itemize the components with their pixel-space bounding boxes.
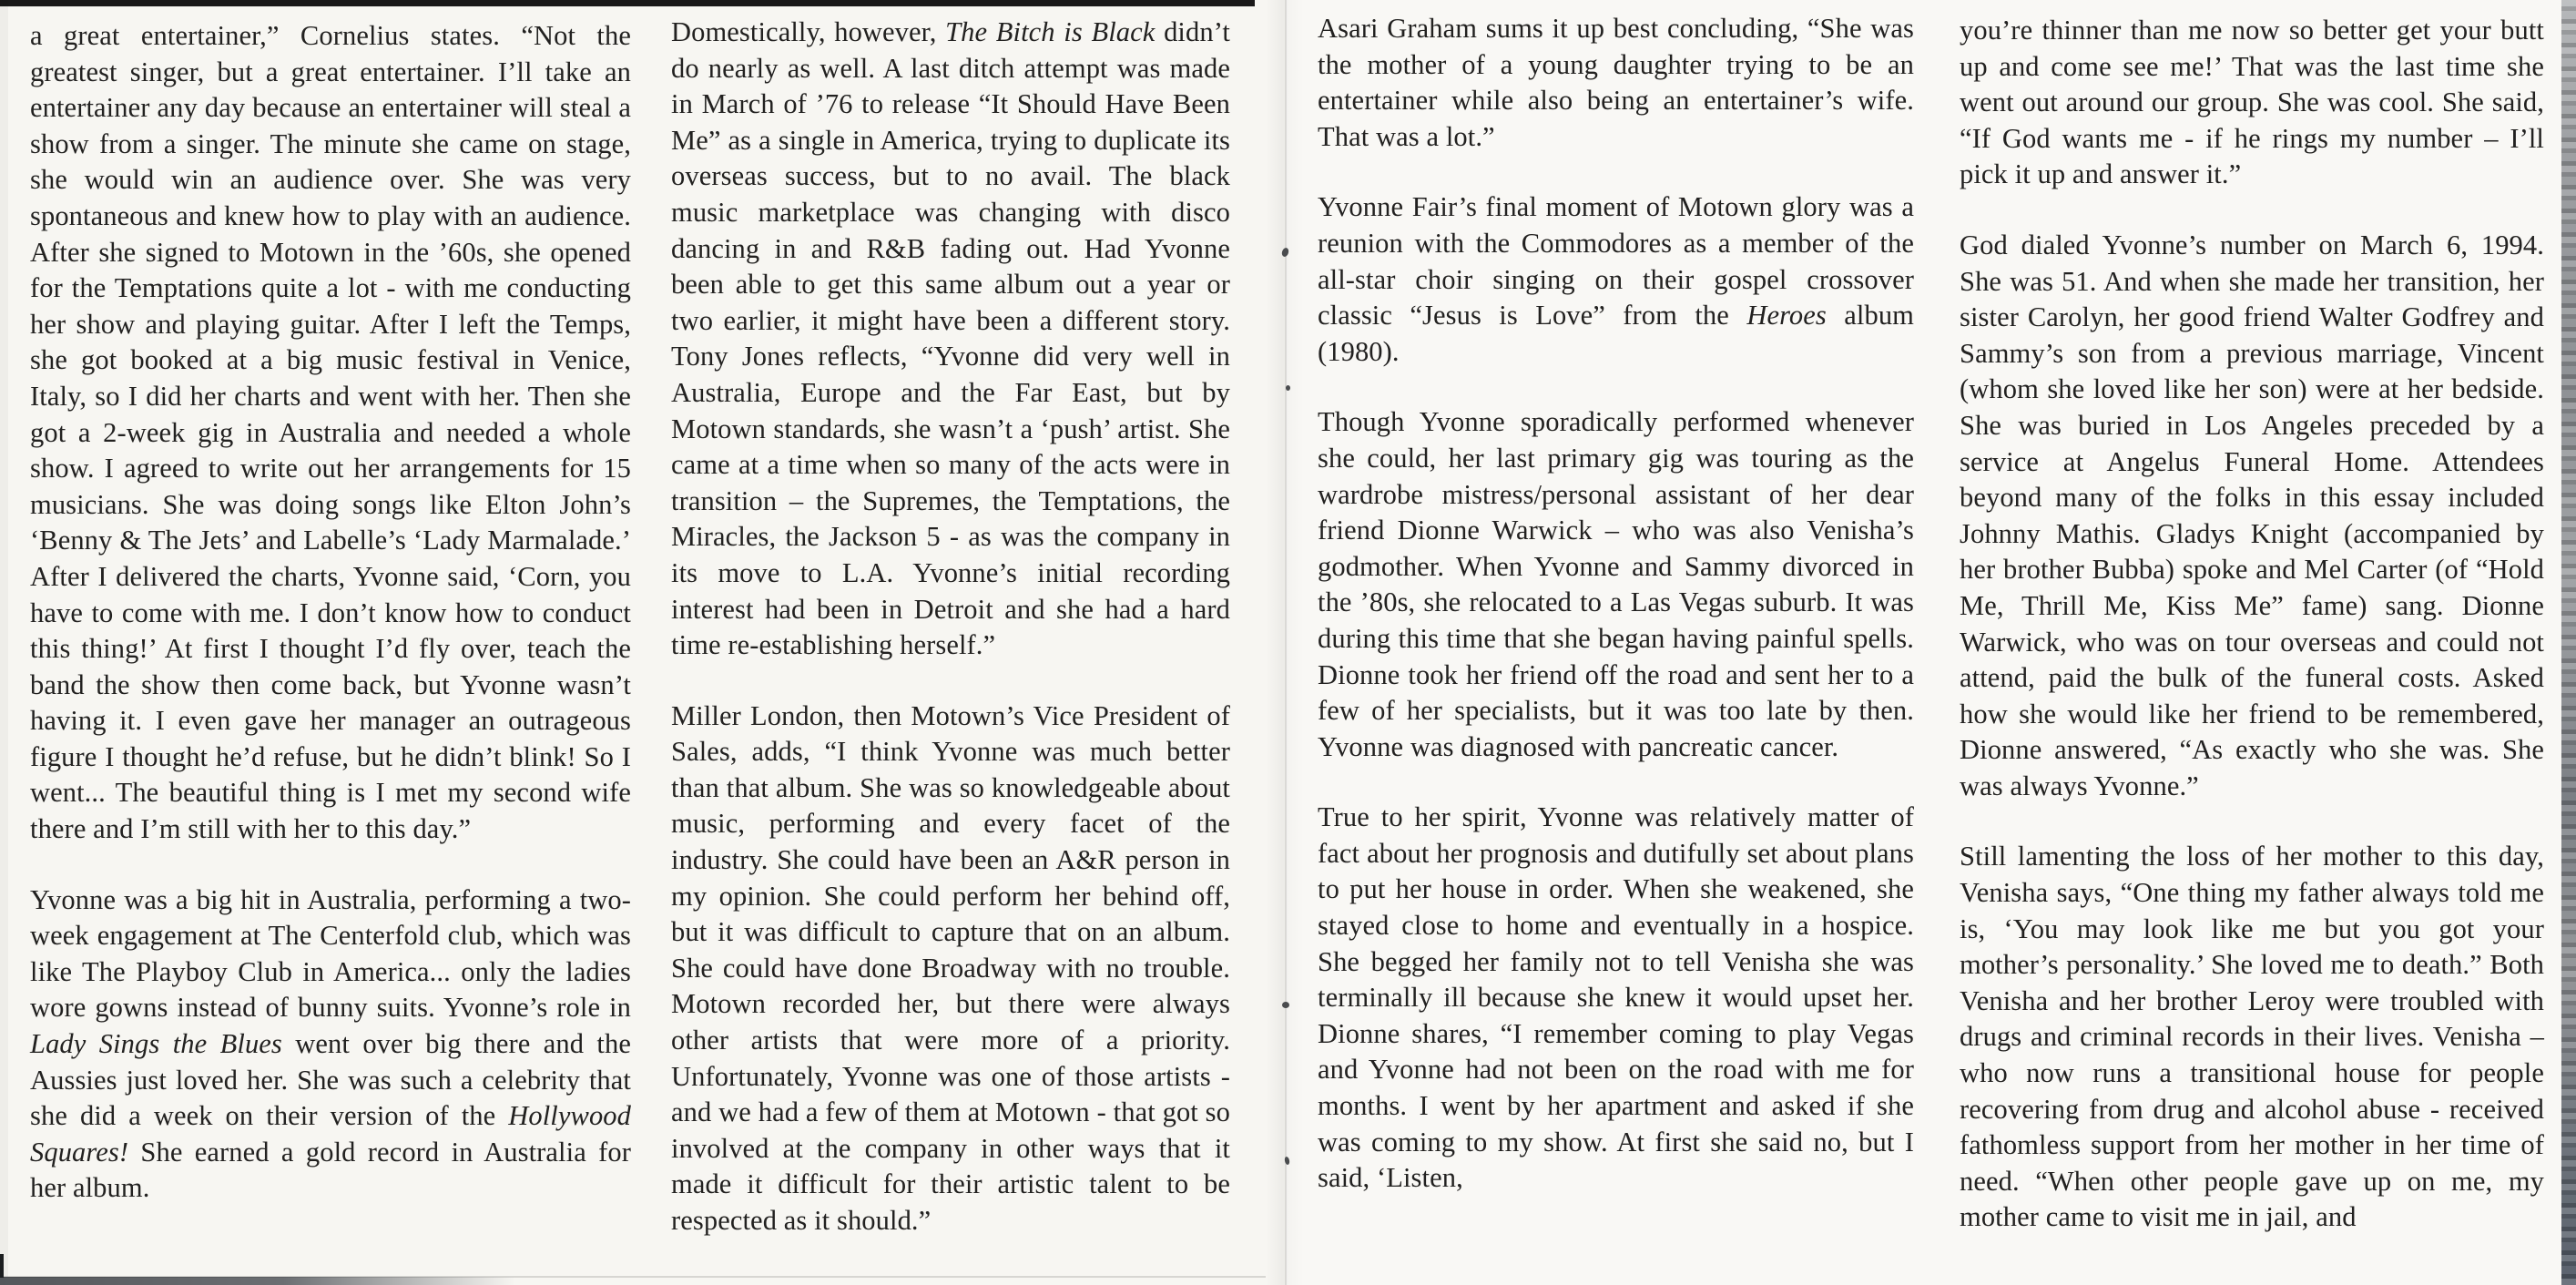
text-run: didn’t do nearly as well. A last ditch attempt was made in March of ’76 to release “It Should Have Been Me” as a single in America, trying to duplicate its overseas success, but to no avail. The black music marketplace was changing with disco dancing in and R&B fading out. Had Yvonne been able to get this same album out a year or two earlier, it might have been a different story. Tony Jones reflects, “Yvonne did very well in Australia, Europe and the Far East, but by Motown standards, she wasn’t a ‘push’ artist. She came at a time when so many of the acts were in transition – the Supremes, the Temptations, the Miracles, the Jackson 5 - as was the company in its move to L.A. Yvonne’s initial recording interest had been in Detroit and she had a hard time re-establishing herself.” [671,16,1230,661]
text-run: Domestically, however, [671,16,946,47]
text-run: True to her spirit, Yvonne was relatively matter of fact about her prognosis and dutifully set about plans to put her house in order. When she weakened, she stayed close to home and eventually in a hospice. She begged her family not to tell Venisha she was terminally ill because she knew it would upset her. Dionne shares, “I remember coming to play Vegas and Yvonne had not been on the road with me for months. I went by her apartment and asked if she was coming to my show. At first she said no, but I said, ‘Listen, [1318,801,1914,1194]
paragraph [1318,800,1914,1197]
italic-text-run: Lady Sings the Blues [30,1028,282,1060]
paragraph [1318,404,1914,765]
paragraph [30,882,631,1207]
scan-speck [1282,1002,1289,1008]
italic-text-run: Hollywood Squares! [30,1100,631,1168]
bottom-left-scan-strip [0,1277,515,1285]
text-column-3 [1318,11,1914,1197]
paragraph [1318,11,1914,155]
left-edge-mark [0,1254,4,1278]
paragraph [1960,839,2544,1236]
text-run: Asari Graham sums it up best concluding, “She was the mother of a young daughter trying to be an entertainer while also being an entertainer’s wife. That was a lot.” [1318,13,1914,152]
italic-text-run: Heroes [1746,300,1827,331]
text-run: you’re thinner than me now so better get your butt up and come see me!’ That was the last time she went out around our group. She was cool. She said, “If God wants me - if he rings my number – I’ll pick it up and answer it.” [1960,15,2544,190]
paragraph [671,15,1230,664]
right-edge-scan-strip [2561,0,2576,1285]
text-run: God dialed Yvonne’s number on March 6, 1994. She was 51. And when she made her transition, her sister Carolyn, her good friend Walter Godfrey and Sammy’s son from a previous marriage, Vincent (whom she loved like her son) were at her bedside. She was buried in Los Angeles preceded by a service at Angelus Funeral Home. Attendees beyond many of the folks in this essay included Johnny Mathis. Gladys Knight (accompanied by her brother Bubba) spoke and Mel Carter (of “Hold Me, Thrill Me, Kiss Me” fame) sang. Dionne Warwick, who was on tour overseas and could not attend, paid the bulk of the funeral costs. Asked how she would like her friend to be remembered, Dionne answered, “As exactly who she was. She was always Yvonne.” [1960,229,2544,801]
text-run: She earned a gold record in Australia for her album. [30,1136,631,1204]
italic-text-run: The Bitch is Black [945,16,1156,47]
text-column-2 [671,15,1230,1239]
text-run: album (1980). [1318,300,1914,367]
text-run: Miller London, then Motown’s Vice President of Sales, adds, “I think Yvonne was much better than that album. She was so knowledgeable about music, performing and every facet of the industry. She could have been an A&R person in my opinion. She could perform her behind off, but it was difficult to capture that on an album. She could have done Broadway with no trouble. Motown recorded her, but there were always other artists that were more of a priority. Unfortunately, Yvonne was one of those artists - and we had a few of them at Motown - that got so involved at the company in other ways that it made it difficult for their artistic talent to be respected as it should.” [671,699,1230,1236]
text-run: went over big there and the Aussies just loved her. She was such a celebrity that she did a week on their version of the [30,1028,631,1132]
text-column-4 [1960,13,2544,1236]
left-edge-shading [0,0,8,1285]
center-fold-line [1285,0,1287,1285]
paragraph [1960,13,2544,193]
text-run: Still lamenting the loss of her mother to this day, Venisha says, “One thing my father always told me is, ‘You may look like me but you got your mother’s personality.’ She loved me to death.” Both Venisha and her brother Leroy were troubled with drugs and criminal records in their lives. Venisha – who now runs a transitional house for people recovering from drug and alcohol abuse - received fathomless support from her mother in her time of need. “When other people gave up on me, my mother came to visit me in jail, and [1960,841,2544,1233]
paragraph [1318,189,1914,370]
paragraph [1960,228,2544,805]
paragraph [30,18,631,848]
scan-speck [1286,385,1290,391]
text-run: Yvonne was a big hit in Australia, performing a two-week engagement at The Centerfold club, which was like The Playboy Club in America... only the ladies wore gowns instead of bunny suits. Yvonne’s role in [30,883,631,1024]
text-run: Though Yvonne sporadically performed whenever she could, her last primary gig was touring as the wardrobe mistress/personal assistant of her dear friend Dionne Warwick – who was also Venisha’s godmother. When Yvonne and Sammy divorced in the ’80s, she relocated to a Las Vegas suburb. It was during this time that she began having painful spells. Dionne took her friend off the road and sent her to a few of her specialists, but it was too late by then. Yvonne was diagnosed with pancreatic cancer. [1318,406,1914,762]
paragraph [671,699,1230,1239]
bottom-edge-line [0,1276,1266,1278]
text-run: a great entertainer,” Cornelius states. “Not the greatest singer, but a great entertainer. I’ll take an entertainer any day because an entertainer will steal a show from a singer. The minute she came on stage, she would win an audience over. She was very spontaneous and knew how to play with an audience. After she signed to Motown in the ’60s, she opened for the Temptations quite a lot - with me conducting her show and playing guitar. After I left the Temps, she got booked at a big music festival in Venice, Italy, so I did her charts and went with her. Then she got a 2-week gig in Australia and needed a whole show. I agreed to write out her arrangements for 15 musicians. She was doing songs like Elton John’s ‘Benny & The Jets’ and Labelle’s ‘Lady Marmalade.’ After I delivered the charts, Yvonne said, ‘Corn, you have to come with me. I don’t know how to conduct this thing!’ At first I thought I’d fly over, teach the band the show then come back, but Yvonne wasn’t having it. I even gave her manager an outrageous figure I thought he’d refuse, but he didn’t blink! So I went... The beautiful thing is I met my second wife there and I’m still with her to this day.” [30,20,631,845]
top-edge-scan-strip [0,0,1255,6]
text-run: Yvonne Fair’s final moment of Motown glory was a reunion with the Commodores as a member of the all-star choir singing on their gospel crossover classic “Jesus is Love” from the [1318,191,1914,331]
text-column-1 [30,18,631,1207]
